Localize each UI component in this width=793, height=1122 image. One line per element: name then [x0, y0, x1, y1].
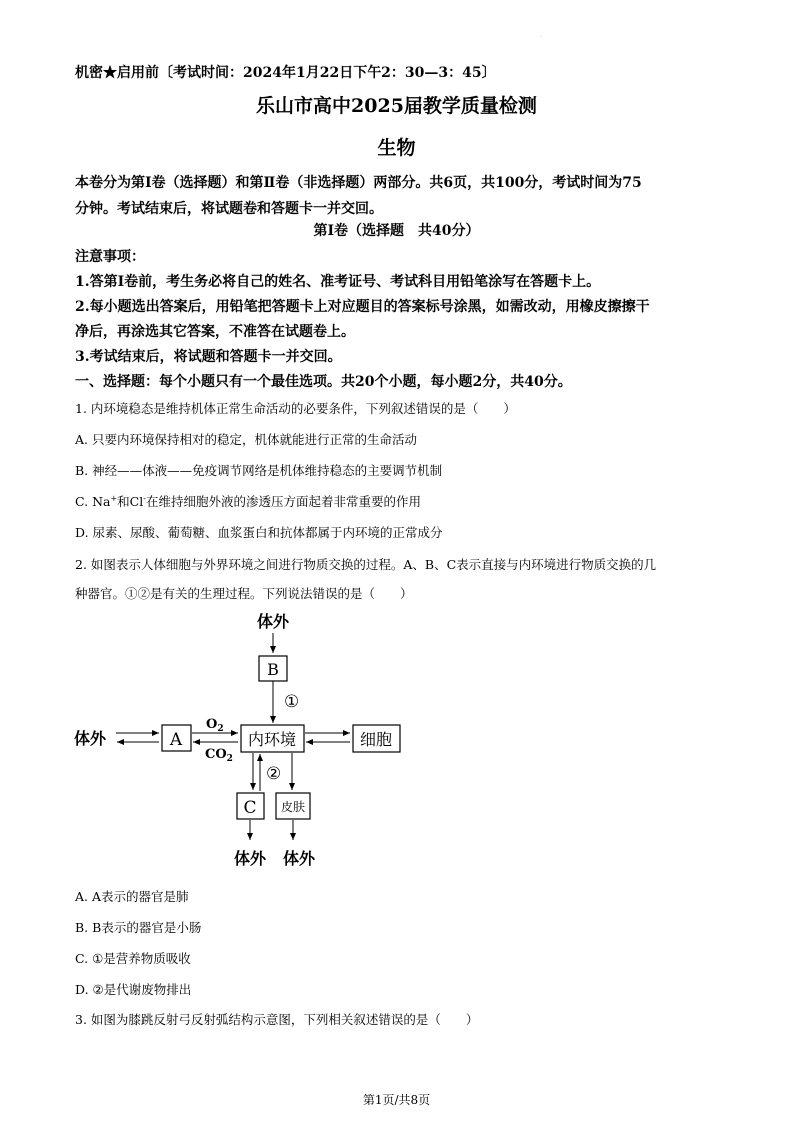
co2-label — [205, 747, 233, 764]
q2-option-a: A. A表示的器官是肺 — [75, 889, 189, 904]
box-c-label: C — [243, 798, 257, 818]
exam-title: 乐山市高中2025届教学质量检测 — [256, 95, 537, 117]
q2-option-d: D. ②是代谢废物排出 — [75, 982, 192, 997]
process-2-label: ② — [266, 764, 282, 784]
q2-stem-line-1: 2. 如图表示人体细胞与外界环境之间进行物质交换的过程。A、B、C表示直接与内环境进行物质交换的几 — [75, 557, 657, 572]
q1-c-suffix: 在维持细胞外液的渗透压方面起着非常重要的作用 — [145, 494, 421, 509]
o2-sub: 2 — [217, 724, 224, 734]
q1-c-prefix: C. Na — [75, 494, 111, 509]
q1-option-d: D. 尿素、尿酸、葡萄糖、血浆蛋白和抗体都属于内环境的正常成分 — [75, 525, 443, 540]
q2-option-b: B. B表示的器官是小肠 — [75, 920, 202, 935]
o2-label — [206, 717, 224, 734]
intro-line-2: 分钟。考试结束后，将试题卷和答题卡一并交回。 — [75, 201, 383, 217]
top-outside-label: 体外 — [256, 612, 290, 631]
q2-stem-line-2: 种器官。①②是有关的生理过程。下列说法错误的是（ ） — [75, 586, 413, 601]
q1-option-c — [75, 492, 421, 510]
q3-stem: 3. 如图为膝跳反射弓反射弧结构示意图，下列相关叙述错误的是（ ） — [75, 1012, 479, 1027]
note-2a: 2.每小题选出答案后，用铅笔把答题卡上对应题目的答案标号涂黑，如需改动，用橡皮擦擦干 — [75, 299, 650, 315]
note-2b: 净后，再涂选其它答案，不准答在试题卷上。 — [75, 324, 355, 340]
co2-main: CO — [205, 747, 227, 762]
q1-c-mid: 和Cl — [117, 494, 144, 509]
o2-main: O — [206, 717, 218, 732]
section-1-heading: 一、选择题：每个小题只有一个最佳选项。共20个小题，每小题2分，共40分。 — [75, 374, 572, 390]
left-outside-label: 体外 — [74, 729, 107, 748]
q1-stem: 1. 内环境稳态是维持机体正常生命活动的必要条件，下列叙述错误的是（ ） — [75, 401, 516, 416]
subject-title: 生物 — [377, 137, 416, 159]
scan-speck: · — [540, 34, 542, 41]
q1-option-a: A. 只要内环境保持相对的稳定，机体就能进行正常的生命活动 — [75, 432, 417, 447]
part1-title: 第Ⅰ卷（选择题 共40分） — [313, 223, 480, 239]
q1-option-b: B. 神经——体液——免疫调节网络是机体维持稳态的主要调节机制 — [75, 463, 443, 478]
bottom-outside-label-1: 体外 — [233, 849, 267, 868]
q1-c-plus: + — [110, 493, 118, 503]
co2-sub: 2 — [226, 754, 233, 764]
process-1-label: ① — [284, 692, 300, 712]
q1-c-minus: - — [143, 493, 146, 503]
box-skin-label: 皮肤 — [280, 800, 306, 814]
page-number: 第1页/共8页 — [362, 1093, 431, 1107]
exchange-diagram — [60, 605, 420, 870]
box-internal-label: 内环境 — [247, 730, 297, 749]
box-cell-label: 细胞 — [359, 730, 393, 749]
box-a-label: A — [169, 730, 183, 750]
notes-title: 注意事项： — [75, 249, 145, 265]
intro-paragraph — [75, 170, 642, 222]
note-1: 1.答第Ⅰ卷前，考生务必将自己的姓名、准考证号、考试科目用铅笔涂写在答题卡上。 — [75, 274, 601, 290]
intro-line-1: 本卷分为第Ⅰ卷（选择题）和第Ⅱ卷（非选择题）两部分。共6页，共100分，考试时间为75 — [75, 175, 642, 191]
exam-time-header: 机密★启用前〔考试时间：2024年1月22日下午2：30—3：45〕 — [75, 65, 496, 81]
q2-option-c: C. ①是营养物质吸收 — [75, 951, 191, 966]
note-3: 3.考试结束后，将试题和答题卡一并交回。 — [75, 349, 342, 365]
bottom-outside-label-2: 体外 — [282, 849, 316, 868]
box-b-label: B — [267, 660, 279, 679]
